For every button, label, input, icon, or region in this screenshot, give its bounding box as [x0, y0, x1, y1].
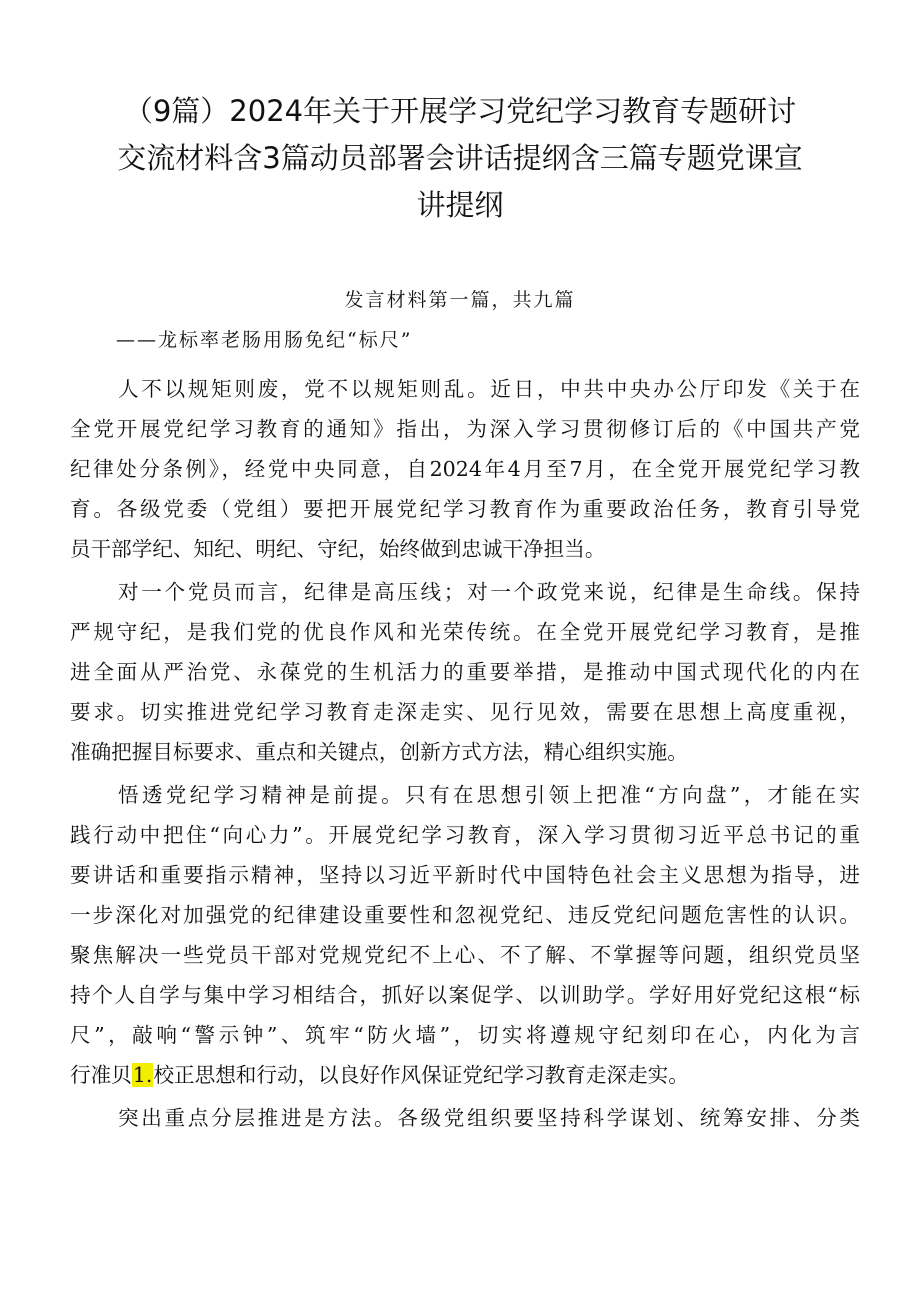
title-line-1: （9篇）2024年关于开展学习党纪学习教育专题研讨 — [123, 94, 797, 128]
document-body — [70, 369, 860, 1141]
line-text-after: 校正思想和行动，以良好作风保证党纪学习教育走深走实。 — [153, 1063, 689, 1087]
paragraph-2 — [70, 572, 860, 772]
paragraph-line: 进全面从严治党、永葆党的生机活力的重要举措，是推动中国式现代化的内在 — [70, 660, 860, 684]
paragraph-line: 严规守纪，是我们党的优良作风和光荣传统。在全党开展党纪学习教育，是推 — [70, 620, 860, 644]
paragraph-line: 人不以规矩则废，党不以规矩则乱。近日，中共中央办公厅印发《关于在 — [118, 377, 860, 401]
paragraph-line: 一步深化对加强党的纪律建设重要性和忽视党纪、违反党纪问题危害性的认识。 — [70, 903, 860, 927]
paragraph-line: 尺”，敲响“警示钟”、筑牢“防火墙”，切实将遵规守纪刻印在心，内化为言 — [70, 1023, 860, 1047]
subtitle: ——龙标率老肠用肠免纪“标尺” — [116, 329, 413, 351]
title-line-2: 交流材料含3篇动员部署会讲话提纲含三篇专题党课宣 — [117, 141, 803, 175]
section-heading: 发言材料第一篇，共九篇 — [344, 289, 576, 311]
paragraph-line: 突出重点分层推进是方法。各级党组织要坚持科学谋划、统筹安排、分类 — [118, 1106, 860, 1130]
paragraph-line: 纪律处分条例》，经党中央同意，自2024年4月至7月，在全党开展党纪学习教 — [70, 457, 860, 481]
paragraph-line: 践行动中把住“向心力”。开展党纪学习教育，深入学习贯彻习近平总书记的重 — [70, 823, 860, 847]
paragraph-line: 准确把握目标要求、重点和关键点，创新方式方法，精心组织实施。 — [70, 740, 688, 764]
paragraph-line: 聚焦解决一些党员干部对党规党纪不上心、不了解、不掌握等问题，组织党员坚 — [70, 943, 860, 967]
line-text-before: 行准贝 — [70, 1063, 132, 1087]
highlighted-text: 1. — [132, 1063, 153, 1087]
paragraph-1 — [70, 369, 860, 569]
paragraph-line: 持个人自学与集中学习相结合，抓好以案促学、以训助学。学好用好党纪这根“标 — [70, 983, 860, 1007]
paragraph-line: 育。各级党委（党组）要把开展党纪学习教育作为重要政治任务，教育引导党 — [70, 497, 860, 521]
paragraph-4 — [70, 1098, 860, 1138]
paragraph-line: 全党开展党纪学习教育的通知》指出，为深入学习贯彻修订后的《中国共产党 — [70, 417, 860, 441]
paragraph-line: 悟透党纪学习精神是前提。只有在思想引领上把准“方向盘”，才能在实 — [118, 783, 860, 807]
paragraph-3 — [70, 775, 860, 1095]
title-line-3: 讲提纲 — [416, 188, 504, 222]
paragraph-line: 对一个党员而言，纪律是高压线；对一个政党来说，纪律是生命线。保持 — [118, 580, 860, 604]
paragraph-line: 要求。切实推进党纪学习教育走深走实、见行见效，需要在思想上高度重视， — [70, 700, 860, 724]
document-title — [60, 88, 860, 229]
paragraph-line: 要讲话和重要指示精神，坚持以习近平新时代中国特色社会主义思想为指导，进 — [70, 863, 860, 887]
paragraph-line: 员干部学纪、知纪、明纪、守纪，始终做到忠诚干净担当。 — [70, 537, 606, 561]
paragraph-line-highlighted — [70, 1055, 860, 1095]
